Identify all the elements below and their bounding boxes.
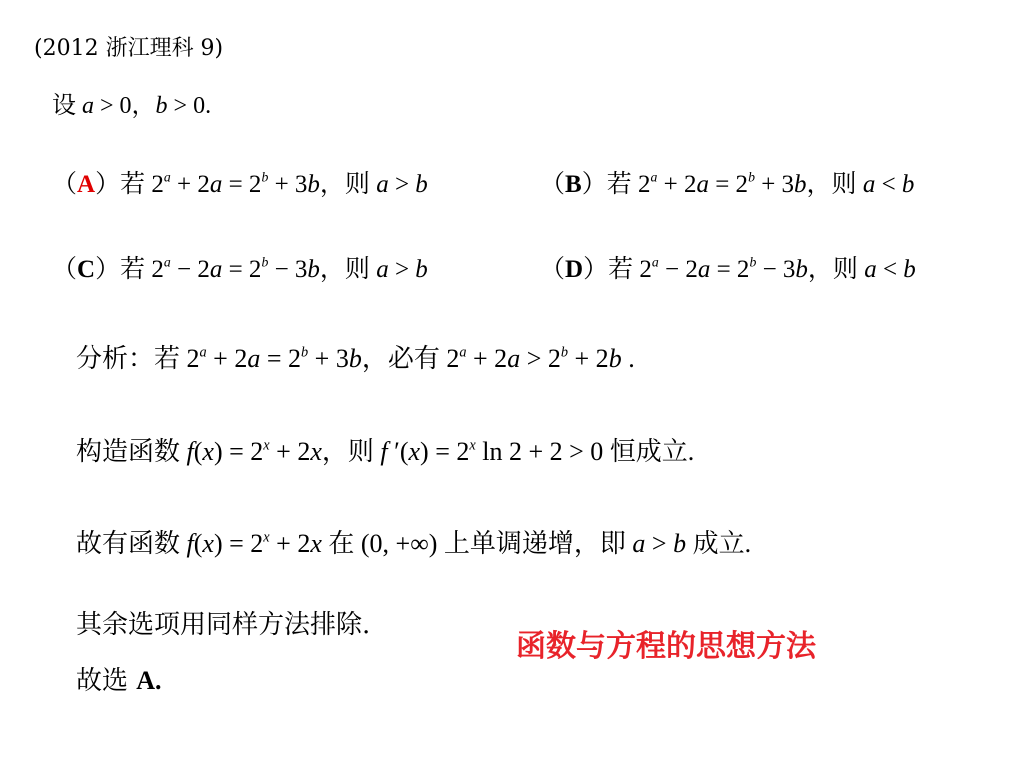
option-d: （D）若 $2^a - 2a = 2^b - 3b$，则 a < b: [540, 254, 916, 283]
option-d-label: D: [565, 256, 584, 283]
solution-line-1: 分析：若 $2^a + 2a = 2^b + 3b$，必有 $2^a + 2a > 2^b + 2b$ .: [76, 344, 635, 373]
problem-given: 设 a > 0，b > 0.: [52, 93, 212, 119]
solution-line-2: 构造函数 $f(x) = 2^x + 2x$，则 f $'(x) = 2^x$ ln 2 + 2 > 0 恒成立.: [76, 437, 695, 466]
option-c-label: C: [77, 256, 96, 283]
solution-line-5: 故选 A.: [76, 666, 162, 696]
problem-source: (2012 浙江理科 9): [34, 36, 224, 61]
solution-line-4: 其余选项用同样方法排除.: [76, 610, 371, 640]
option-c: （C）若 $2^a - 2a = 2^b - 3b$，则 a > b: [52, 254, 428, 283]
answer-label: A.: [136, 666, 162, 695]
option-a-label: A: [77, 171, 96, 198]
method-highlight: 函数与方程的思想方法: [516, 629, 816, 664]
option-b-label: B: [565, 171, 582, 198]
option-b: （B）若 $2^a + 2a = 2^b + 3b$，则 a < b: [540, 169, 915, 198]
option-a: （A）若 $2^a + 2a = 2^b + 3b$，则 a > b: [52, 169, 428, 198]
solution-line-3: 故有函数 $f(x) = 2^x + 2x$ 在 (0, +∞) 上单调递增，即 a > b 成立.: [76, 529, 752, 558]
